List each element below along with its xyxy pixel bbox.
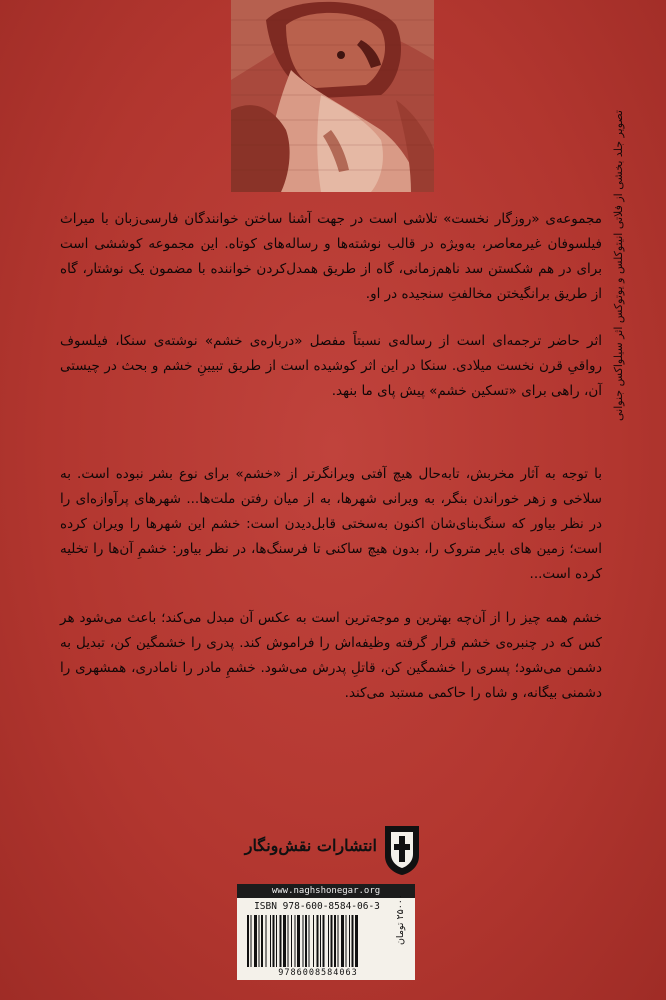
publisher-logo-icon xyxy=(383,824,421,876)
paragraph-text: خشم همه چیز را از آن‌چه بهترین و موجه‌ترین است به عکس آن مبدل می‌کند؛ باعث می‌شود هر کس که در چنبره‌ی خشم قرار گرفته وظیفه‌اش را فراموش کند. پدری را خشمگین کن، تبدیل به دشمن می‌شود؛ پسری را خشمگین کن، قاتلِ پدرش می‌شود. خشمِ مادر را نامادری، همشهری را دشمنی بیگانه، و شاه را حاکمی مستبد می‌کند. xyxy=(60,610,602,701)
publisher-website: www.naghshonegar.org xyxy=(237,884,415,898)
series-description-paragraph xyxy=(60,207,602,307)
mosaic-illustration-icon xyxy=(231,0,434,192)
price-label: ۲۵۰۰۰ تومان xyxy=(395,894,406,946)
barcode-digits: 9786008584063 xyxy=(278,968,358,978)
cover-image-credit: تصویر جلد بخشی از فلاتی انیتوکلس و یوتوکس اثر سیلواکس جنوانی xyxy=(612,110,625,422)
paragraph-text: اثر حاضر ترجمه‌ای است از رساله‌ی نسبتاً مفصل «درباره‌ی خشم» نوشته‌ی سنکا، فیلسوف رواقیِ قرن نخست میلادی. سنکا در این اثر کوشیده است از طریق تبیینِ خشم و بحث در چیستی آن، راهی برای «تسکین خشم» پیش پای ما بنهد. xyxy=(60,333,602,399)
book-description-paragraph xyxy=(60,329,602,404)
publisher-name: انتشارات نقش‌ونگار xyxy=(244,836,377,855)
publisher-block xyxy=(243,824,421,880)
barcode-icon xyxy=(243,915,393,969)
paragraph-text: مجموعه‌ی «روزگار نخست» تلاشی است در جهت آشنا ساختن خوانندگان فارسی‌زبان با میراث فیلسوفان غیرمعاصر، به‌ویژه در قالب نوشته‌ها و رساله‌های کوتاه. این مجموعه کوششی است برای در هم شکستن سد ناهم‌زمانی، گاه از طریق همدل‌کردن خواننده با مضمون یک نوشتار، گاه از طریق برانگیختن مخالفتِ سنجیده در او. xyxy=(60,211,602,302)
paragraph-text: با توجه به آثار مخربش، تابه‌حال هیچ آفتی ویرانگرتر از «خشم» برای نوع بشر نبوده است. به سلاخی و زهر خوراندن بنگر، به ویرانی شهرها، به از میان رفتن ملت‌ها... شهرهای پرآوازه‌ای را در نظر بیاور که سنگ‌بنای‌شان اکنون به‌سختی قابل‌دیدن است: خشم این شهرها را ویران کرده است؛ زمین های بایر متروک را، بدون هیچ ساکنی تا فرسنگ‌ها، در نظر بیاور: خشمِ آن‌ها را تخلیه کرده است... xyxy=(60,466,602,582)
quote-paragraph-1 xyxy=(60,462,602,587)
barcode-panel xyxy=(237,884,415,980)
quote-paragraph-2 xyxy=(60,606,602,706)
isbn-number: ISBN 978-600-8584-06-3 xyxy=(254,901,380,912)
